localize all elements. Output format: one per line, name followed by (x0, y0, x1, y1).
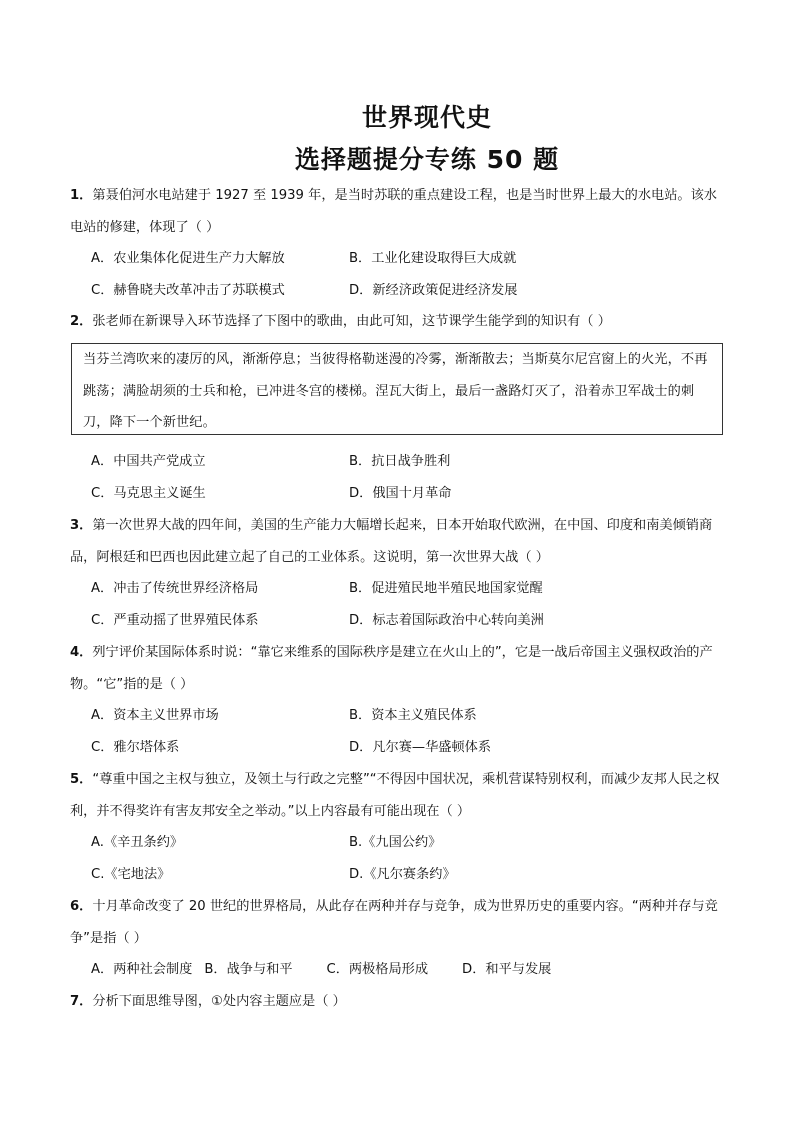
option-b: B．促进殖民地半殖民地国家觉醒 (349, 581, 543, 596)
option-d: D．凡尔赛—华盛顿体系 (349, 739, 492, 755)
question-5-options (91, 827, 731, 890)
question-2-stem: 2．张老师在新课导入环节选择了下图中的歌曲，由此可知，这节课学生能学到的知识有（ ） (70, 314, 611, 329)
option-c: C．赫鲁晓夫改革冲击了苏联模式 (91, 282, 285, 298)
question-3-stem: 3．第一次世界大战的四年间，美国的生产能力大幅增长起来，日本开始取代欧洲，在中国、印度和南美倾销商品，阿根廷和巴西也因此建立起了自己的工业体系。这说明，第一次世界大战（ ） (70, 518, 713, 565)
option-b: B．工业化建设取得巨大成就 (349, 251, 517, 266)
question-4-options (91, 700, 731, 763)
option-b: B．资本主义殖民体系 (349, 708, 477, 723)
page-title: 世界现代史 (361, 103, 492, 132)
option-d: D．新经济政策促进经济发展 (349, 282, 518, 298)
question-7-stem: 7．分析下面思维导图，①处内容主题应是（ ） (70, 994, 346, 1009)
option-b: B．战争与和平 (204, 962, 293, 977)
option-c: C．马克思主义诞生 (91, 485, 206, 501)
material-box: 当芬兰湾吹来的凄厉的风，渐渐停息；当彼得格勒迷漫的冷雾，渐渐散去；当斯莫尔尼宫窗上的火光，不再跳荡；满脸胡须的士兵和枪，已冲进冬宫的楼梯。涅瓦大街上，最后一盏路灯灭了，沿着赤卫军战士的刺刀，降下一个新世纪。 (71, 343, 723, 435)
option-d: D．俄国十月革命 (349, 485, 452, 501)
option-d: D．标志着国际政治中心转向美洲 (349, 612, 544, 628)
question-5-stem: 5．“尊重中国之主权与独立，及领土与行政之完整”“不得因中国状况，乘机营谋特别权利，而减少友邦人民之权利，并不得奖许有害友邦安全之举动。”以上内容最有可能出现在（ ） (70, 772, 720, 819)
option-b: B.《九国公约》 (349, 835, 442, 850)
option-c: C．两极格局形成 (326, 962, 429, 977)
question-3-options (91, 573, 731, 636)
option-b: B．抗日战争胜利 (349, 454, 451, 469)
question-4-stem: 4．列宁评价某国际体系时说：“靠它来维系的国际秩序是建立在火山上的”，它是一战后帝国主义强权政治的产物。“它”指的是（ ） (70, 645, 713, 692)
option-a: A.《辛丑条约》 (91, 835, 184, 850)
option-a: A．中国共产党成立 (91, 454, 206, 469)
question-1-stem: 1．第聂伯河水电站建于 1927 至 1939 年，是当时苏联的重点建设工程，也是当时世界上最大的水电站。该水电站的修建，体现了（ ） (70, 188, 717, 235)
option-c: C．雅尔塔体系 (91, 739, 180, 755)
option-c: C．严重动摇了世界殖民体系 (91, 612, 259, 628)
option-a: A．两种社会制度 (91, 962, 193, 977)
question-6-options (91, 954, 731, 986)
question-2-options (91, 446, 731, 509)
option-a: A．农业集体化促进生产力大解放 (91, 251, 285, 266)
option-d: D．和平与发展 (462, 962, 552, 977)
option-a: A．冲击了传统世界经济格局 (91, 581, 259, 596)
question-1-options (91, 243, 731, 306)
page-subtitle: 选择题提分专练 50 题 (294, 145, 560, 174)
option-a: A．资本主义世界市场 (91, 708, 219, 723)
option-d: D.《凡尔赛条约》 (349, 866, 456, 882)
question-6-stem: 6．十月革命改变了 20 世纪的世界格局，从此存在两种并存与竞争，成为世界历史的重要内容。“两种并存与竞争”是指（ ） (70, 899, 718, 946)
option-c: C.《宅地法》 (91, 866, 171, 882)
